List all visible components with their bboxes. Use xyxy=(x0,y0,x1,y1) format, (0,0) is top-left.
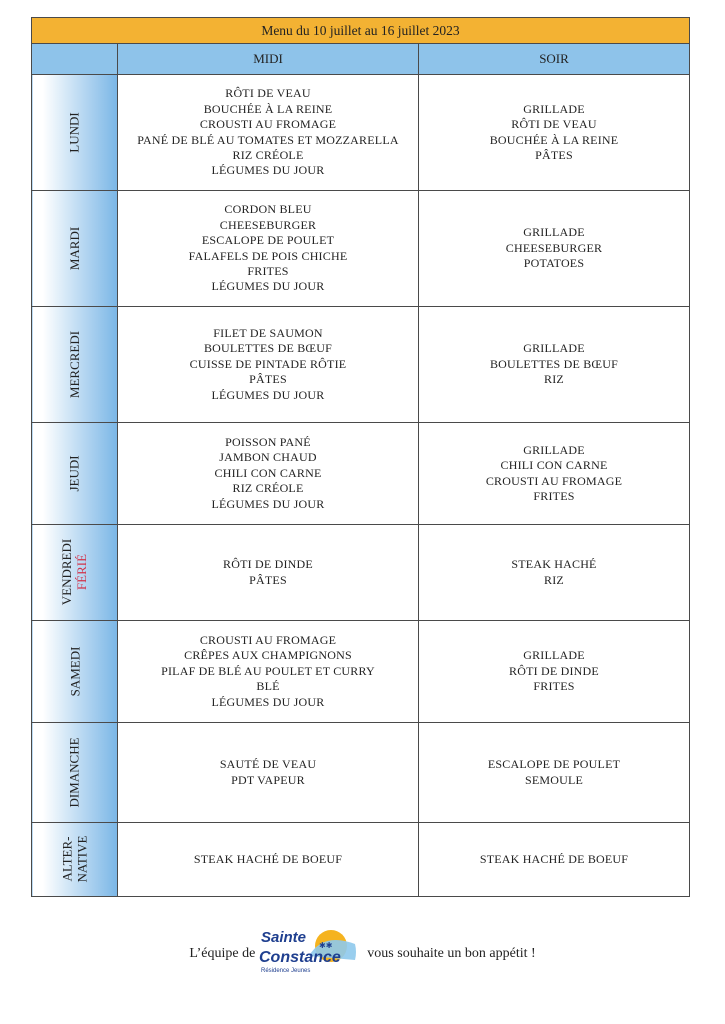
soir-cell xyxy=(419,75,690,191)
menu-item: LÉGUMES DU JOUR xyxy=(211,279,325,294)
menu-item: GRILLADE xyxy=(523,442,585,457)
menu-item: BLÉ xyxy=(256,679,280,694)
logo-line2: Constance xyxy=(259,949,342,966)
soir-cell xyxy=(419,191,690,307)
day-row xyxy=(32,423,690,525)
menu-item: STEAK HACHÉ DE BOEUF xyxy=(193,851,343,866)
soir-cell xyxy=(419,525,690,621)
menu-item: CRÊPES AUX CHAMPIGNONS xyxy=(184,648,352,663)
day-label xyxy=(60,835,90,882)
menu-item: JAMBON CHAUD xyxy=(219,450,317,465)
day-label xyxy=(67,330,82,397)
menu-item: POISSON PANÉ xyxy=(225,434,311,449)
menu-item: PÂTES xyxy=(535,147,573,162)
menu-item: CHILI CON CARNE xyxy=(214,465,322,480)
soir-cell xyxy=(419,723,690,823)
menu-item: LÉGUMES DU JOUR xyxy=(211,694,325,709)
midi-cell xyxy=(118,525,419,621)
day-cell xyxy=(32,823,118,897)
day-name: DIMANCHE xyxy=(67,736,82,808)
menu-item: RIZ CRÉOLE xyxy=(232,481,304,496)
soir-cell xyxy=(419,621,690,723)
menu-item: STEAK HACHÉ xyxy=(511,557,597,572)
day-row xyxy=(32,525,690,621)
menu-item: FRITES xyxy=(247,263,289,278)
column-header-soir: SOIR xyxy=(419,44,690,75)
menu-item: GRILLADE xyxy=(523,225,585,240)
day-label xyxy=(60,538,90,604)
midi-cell xyxy=(118,621,419,723)
menu-item: CUISSE DE PINTADE RÔTIE xyxy=(189,356,347,371)
day-row xyxy=(32,621,690,723)
midi-cell xyxy=(118,423,419,525)
day-name: ALTER- xyxy=(59,835,75,882)
menu-item: ESCALOPE DE POULET xyxy=(487,757,621,772)
menu-item: CORDON BLEU xyxy=(224,202,312,217)
day-cell xyxy=(32,191,118,307)
day-cell xyxy=(32,723,118,823)
menu-item: SEMOULE xyxy=(524,772,584,787)
day-label xyxy=(67,455,82,491)
day-name: SAMEDI xyxy=(67,646,82,696)
midi-cell xyxy=(118,723,419,823)
menu-item: BOUCHÉE À LA REINE xyxy=(203,101,333,116)
soir-cell xyxy=(419,307,690,423)
menu-item: RÔTI DE DINDE xyxy=(509,663,599,678)
logo-line1: Sainte xyxy=(261,929,307,946)
menu-item: FRITES xyxy=(533,679,575,694)
menu-item: FALAFELS DE POIS CHICHE xyxy=(188,248,348,263)
day-row xyxy=(32,723,690,823)
sainte-constance-logo xyxy=(257,922,365,978)
day-cell xyxy=(32,307,118,423)
menu-title: Menu du 10 juillet au 16 juillet 2023 xyxy=(32,18,690,44)
day-row xyxy=(32,75,690,191)
holiday-label: FÉRIÉ xyxy=(74,553,90,590)
menu-item: LÉGUMES DU JOUR xyxy=(211,496,325,511)
logo-figures-icon: ✱✱ xyxy=(319,941,333,950)
menu-item: RÔTI DE VEAU xyxy=(225,86,311,101)
day-cell xyxy=(32,423,118,525)
day-label xyxy=(67,226,82,269)
menu-body xyxy=(32,75,690,897)
menu-item: PILAF DE BLÉ AU POULET ET CURRY xyxy=(161,663,375,678)
logo-tagline: Résidence Jeunes xyxy=(261,968,311,974)
day-row xyxy=(32,823,690,897)
midi-cell xyxy=(118,191,419,307)
menu-item: RÔTI DE VEAU xyxy=(511,117,597,132)
menu-item: SAUTÉ DE VEAU xyxy=(219,757,317,772)
menu-item: ESCALOPE DE POULET xyxy=(201,233,335,248)
menu-item: RIZ CRÉOLE xyxy=(232,147,304,162)
day-cell xyxy=(32,525,118,621)
menu-item: RÔTI DE DINDE xyxy=(223,557,313,572)
menu-item: GRILLADE xyxy=(523,648,585,663)
menu-item: CROUSTI AU FROMAGE xyxy=(199,117,337,132)
day-label xyxy=(67,646,82,696)
title-row xyxy=(32,18,690,44)
menu-item: BOUCHÉE À LA REINE xyxy=(489,132,619,147)
menu-item: BOULETTES DE BŒUF xyxy=(203,341,333,356)
menu-item: GRILLADE xyxy=(523,101,585,116)
menu-item: FRITES xyxy=(533,488,575,503)
menu-item: LÉGUMES DU JOUR xyxy=(211,387,325,402)
day-name: MERCREDI xyxy=(66,330,82,398)
midi-cell xyxy=(118,823,419,897)
footer-text-after: vous souhaite un bon appétit ! xyxy=(367,946,536,961)
menu-item: LÉGUMES DU JOUR xyxy=(211,163,325,178)
day-row xyxy=(32,307,690,423)
column-header-midi: MIDI xyxy=(118,44,419,75)
menu-item: PANÉ DE BLÉ AU TOMATES ET MOZZARELLA xyxy=(137,132,399,147)
menu-item: BOULETTES DE BŒUF xyxy=(489,356,619,371)
menu-item: CHEESEBURGER xyxy=(219,217,317,232)
day-name: JEUDI xyxy=(66,454,82,492)
day-name: LUNDI xyxy=(67,111,82,153)
footer-text-before: L’équipe de xyxy=(189,946,256,961)
menu-item: RIZ xyxy=(544,372,564,387)
menu-item: GRILLADE xyxy=(523,341,585,356)
midi-cell xyxy=(118,307,419,423)
menu-item: PÂTES xyxy=(249,372,287,387)
soir-cell xyxy=(419,823,690,897)
midi-cell xyxy=(118,75,419,191)
header-row xyxy=(32,44,690,75)
menu-item: RIZ xyxy=(544,572,564,587)
day-name: MARDI xyxy=(67,226,82,270)
day-cell xyxy=(32,75,118,191)
menu-item: POTATOES xyxy=(523,256,585,271)
day-name-continued: NATIVE xyxy=(74,835,90,882)
menu-item: PDT VAPEUR xyxy=(231,772,305,787)
menu-item: CHEESEBURGER xyxy=(505,240,603,255)
day-cell xyxy=(32,621,118,723)
day-row xyxy=(32,191,690,307)
menu-item: PÂTES xyxy=(249,572,287,587)
soir-cell xyxy=(419,423,690,525)
menu-item: CROUSTI AU FROMAGE xyxy=(485,473,623,488)
menu-item: FILET DE SAUMON xyxy=(213,325,323,340)
menu-item: CROUSTI AU FROMAGE xyxy=(199,632,337,647)
header-corner xyxy=(32,44,118,75)
day-label xyxy=(67,112,82,152)
footer xyxy=(0,920,725,980)
day-name: VENDREDI xyxy=(59,538,75,605)
day-label xyxy=(67,737,82,807)
menu-item: STEAK HACHÉ DE BOEUF xyxy=(479,851,629,866)
menu-item: CHILI CON CARNE xyxy=(500,458,608,473)
menu-table xyxy=(31,17,690,897)
